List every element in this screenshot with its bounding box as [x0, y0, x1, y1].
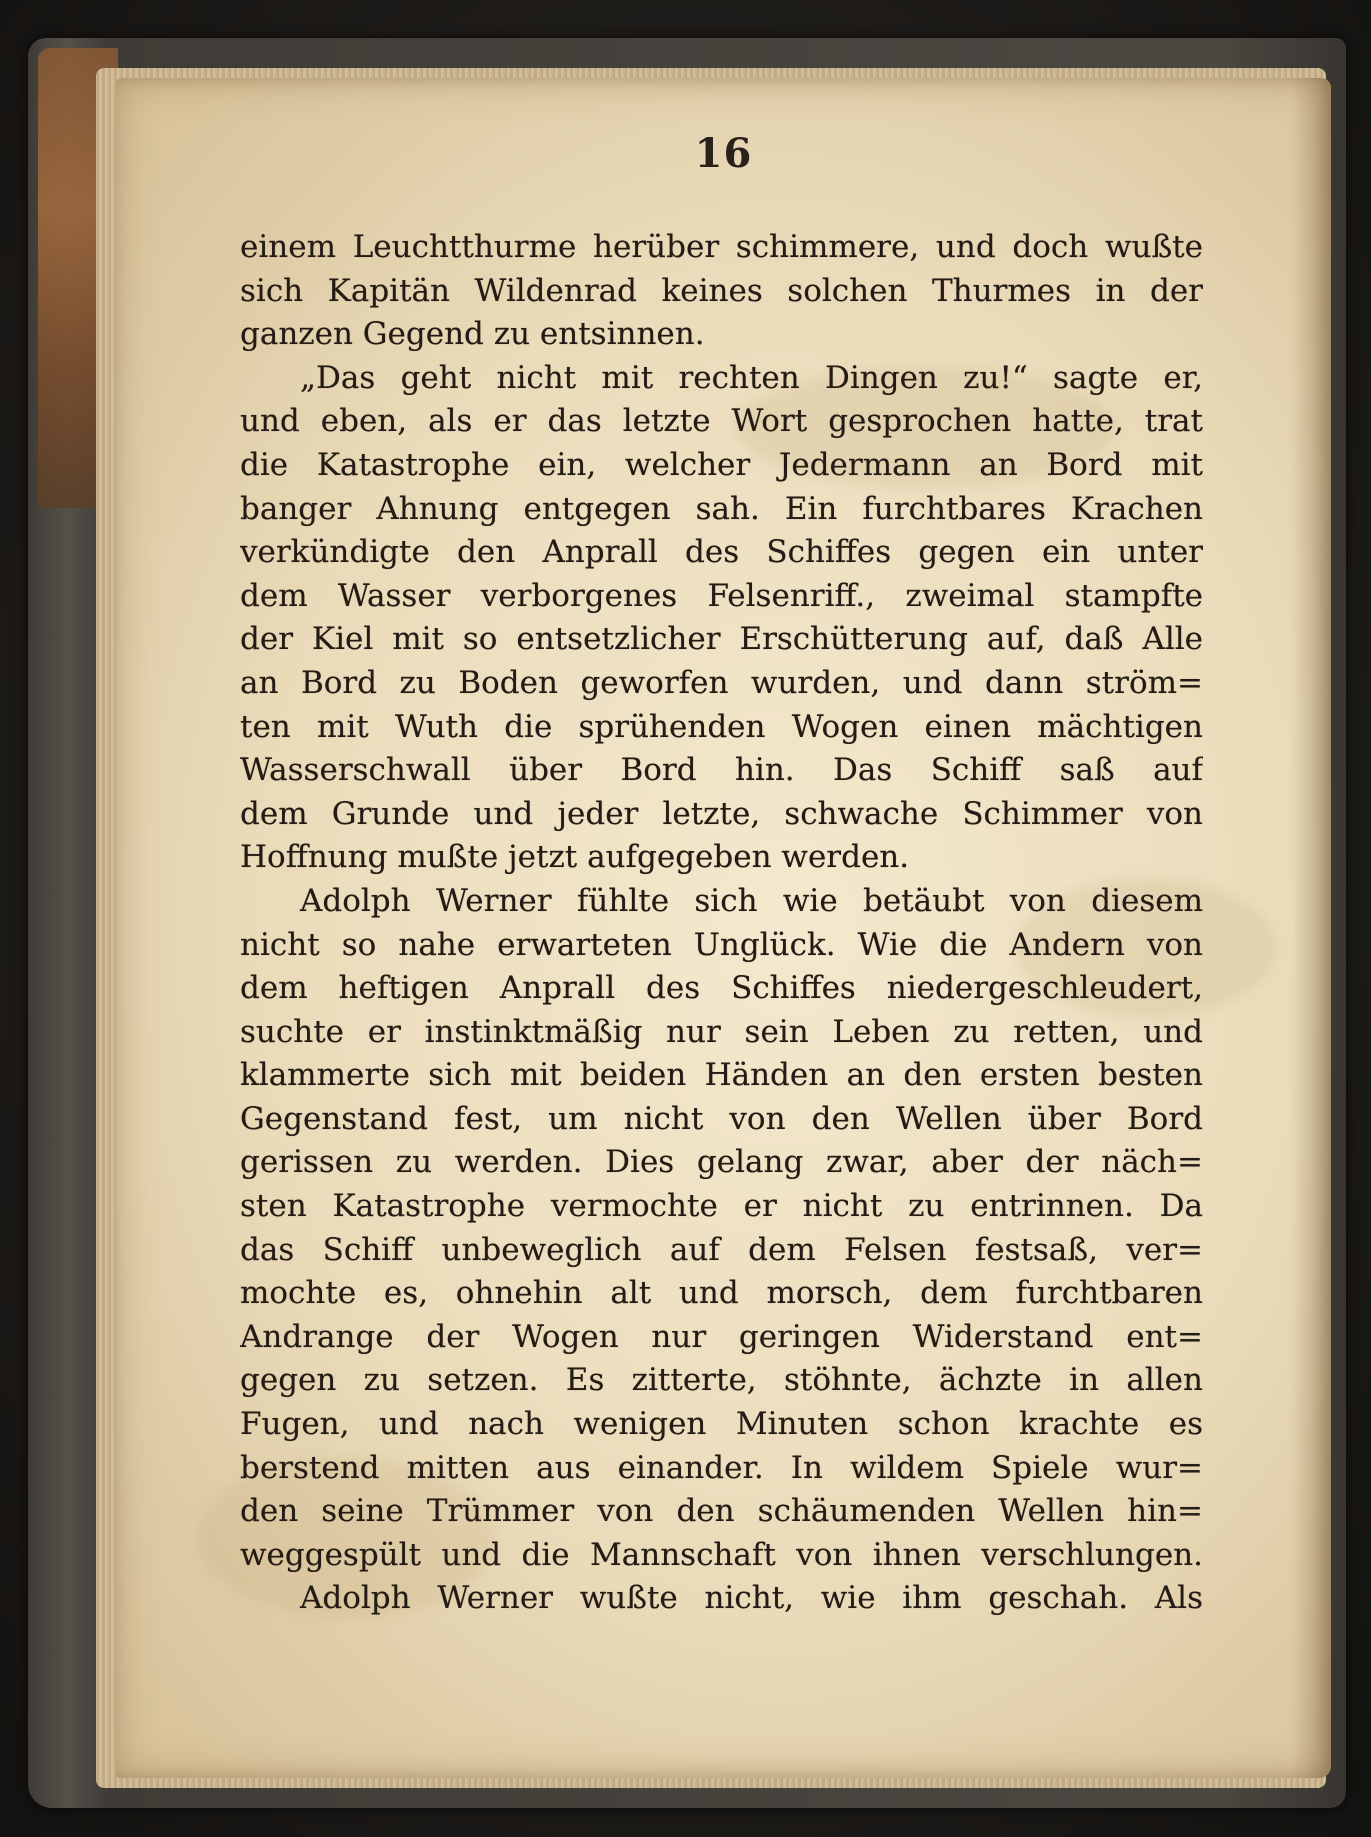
- text-line: einem Leuchtthurme herüber schimmere, und doch wußte: [240, 229, 1203, 265]
- text-line: und eben, als er das letzte Wort gesprochen hatte, trat: [240, 403, 1203, 440]
- text-line: suchte er instinktmäßig nur sein Leben zu retten, und: [240, 1013, 1203, 1050]
- text-line: banger Ahnung entgegen sah. Ein furchtbares Krachen: [240, 490, 1203, 527]
- text-line: Adolph Werner wußte nicht, wie ihm geschah. Als: [300, 1580, 1203, 1617]
- text-line: ten mit Wuth die sprühenden Wogen einen mächtigen: [240, 708, 1203, 745]
- book-page: [116, 78, 1331, 1778]
- text-line: dem Wasser verborgenes Felsenriff., zweimal stampfte: [240, 577, 1203, 614]
- text-line: sten Katastrophe vermochte er nicht zu entrinnen. Da: [240, 1188, 1203, 1225]
- text-line: der Kiel mit so entsetzlicher Erschütterung auf, daß Alle: [240, 621, 1203, 658]
- text-line: klammerte sich mit beiden Händen an den ersten besten: [240, 1057, 1203, 1094]
- text-line: Wasserschwall über Bord hin. Das Schiff saß auf: [240, 752, 1203, 789]
- text-line: Adolph Werner fühlte sich wie betäubt von diesem: [300, 882, 1203, 919]
- text-line: Hoffnung mußte jetzt aufgegeben werden.: [240, 839, 910, 876]
- body-text: [240, 226, 1203, 1621]
- text-line: Gegenstand fest, um nicht von den Wellen über Bord: [240, 1100, 1203, 1137]
- text-line: verkündigte den Anprall des Schiffes gegen ein unter: [240, 534, 1203, 571]
- text-line: Fugen, und nach wenigen Minuten schon krachte es: [240, 1406, 1203, 1443]
- text-line: den seine Trümmer von den schäumenden Wellen hin=: [240, 1493, 1203, 1530]
- text-line: dem heftigen Anprall des Schiffes niedergeschleudert,: [240, 970, 1203, 1007]
- text-line: Andrange der Wogen nur geringen Widerstand ent=: [240, 1318, 1203, 1355]
- text-line: mochte es, ohnehin alt und morsch, dem furchtbaren: [240, 1275, 1203, 1312]
- text-line: nicht so nahe erwarteten Unglück. Wie die Andern von: [240, 926, 1203, 963]
- page-gutter-shadow: [1291, 78, 1331, 1778]
- text-line: die Katastrophe ein, welcher Jedermann an Bord mit: [240, 446, 1203, 483]
- text-line: gegen zu setzen. Es zitterte, stöhnte, ächzte in allen: [240, 1362, 1203, 1399]
- text-line: weggespült und die Mannschaft von ihnen verschlungen.: [240, 1536, 1203, 1573]
- text-line: „Das geht nicht mit rechten Dingen zu!“ sagte er,: [300, 359, 1203, 396]
- text-line: an Bord zu Boden geworfen wurden, und dann ström=: [240, 664, 1203, 701]
- text-line: berstend mitten aus einander. In wildem Spiele wur=: [240, 1449, 1203, 1486]
- text-line: ganzen Gegend zu entsinnen.: [240, 316, 705, 353]
- text-line: gerissen zu werden. Dies gelang zwar, aber der näch=: [240, 1144, 1203, 1181]
- text-line: sich Kapitän Wildenrad keines solchen Thurmes in der: [240, 272, 1203, 309]
- text-line: das Schiff unbeweglich auf dem Felsen festsaß, ver=: [240, 1231, 1203, 1268]
- text-line: dem Grunde und jeder letzte, schwache Schimmer von: [240, 795, 1203, 832]
- page-number: 16: [694, 130, 753, 177]
